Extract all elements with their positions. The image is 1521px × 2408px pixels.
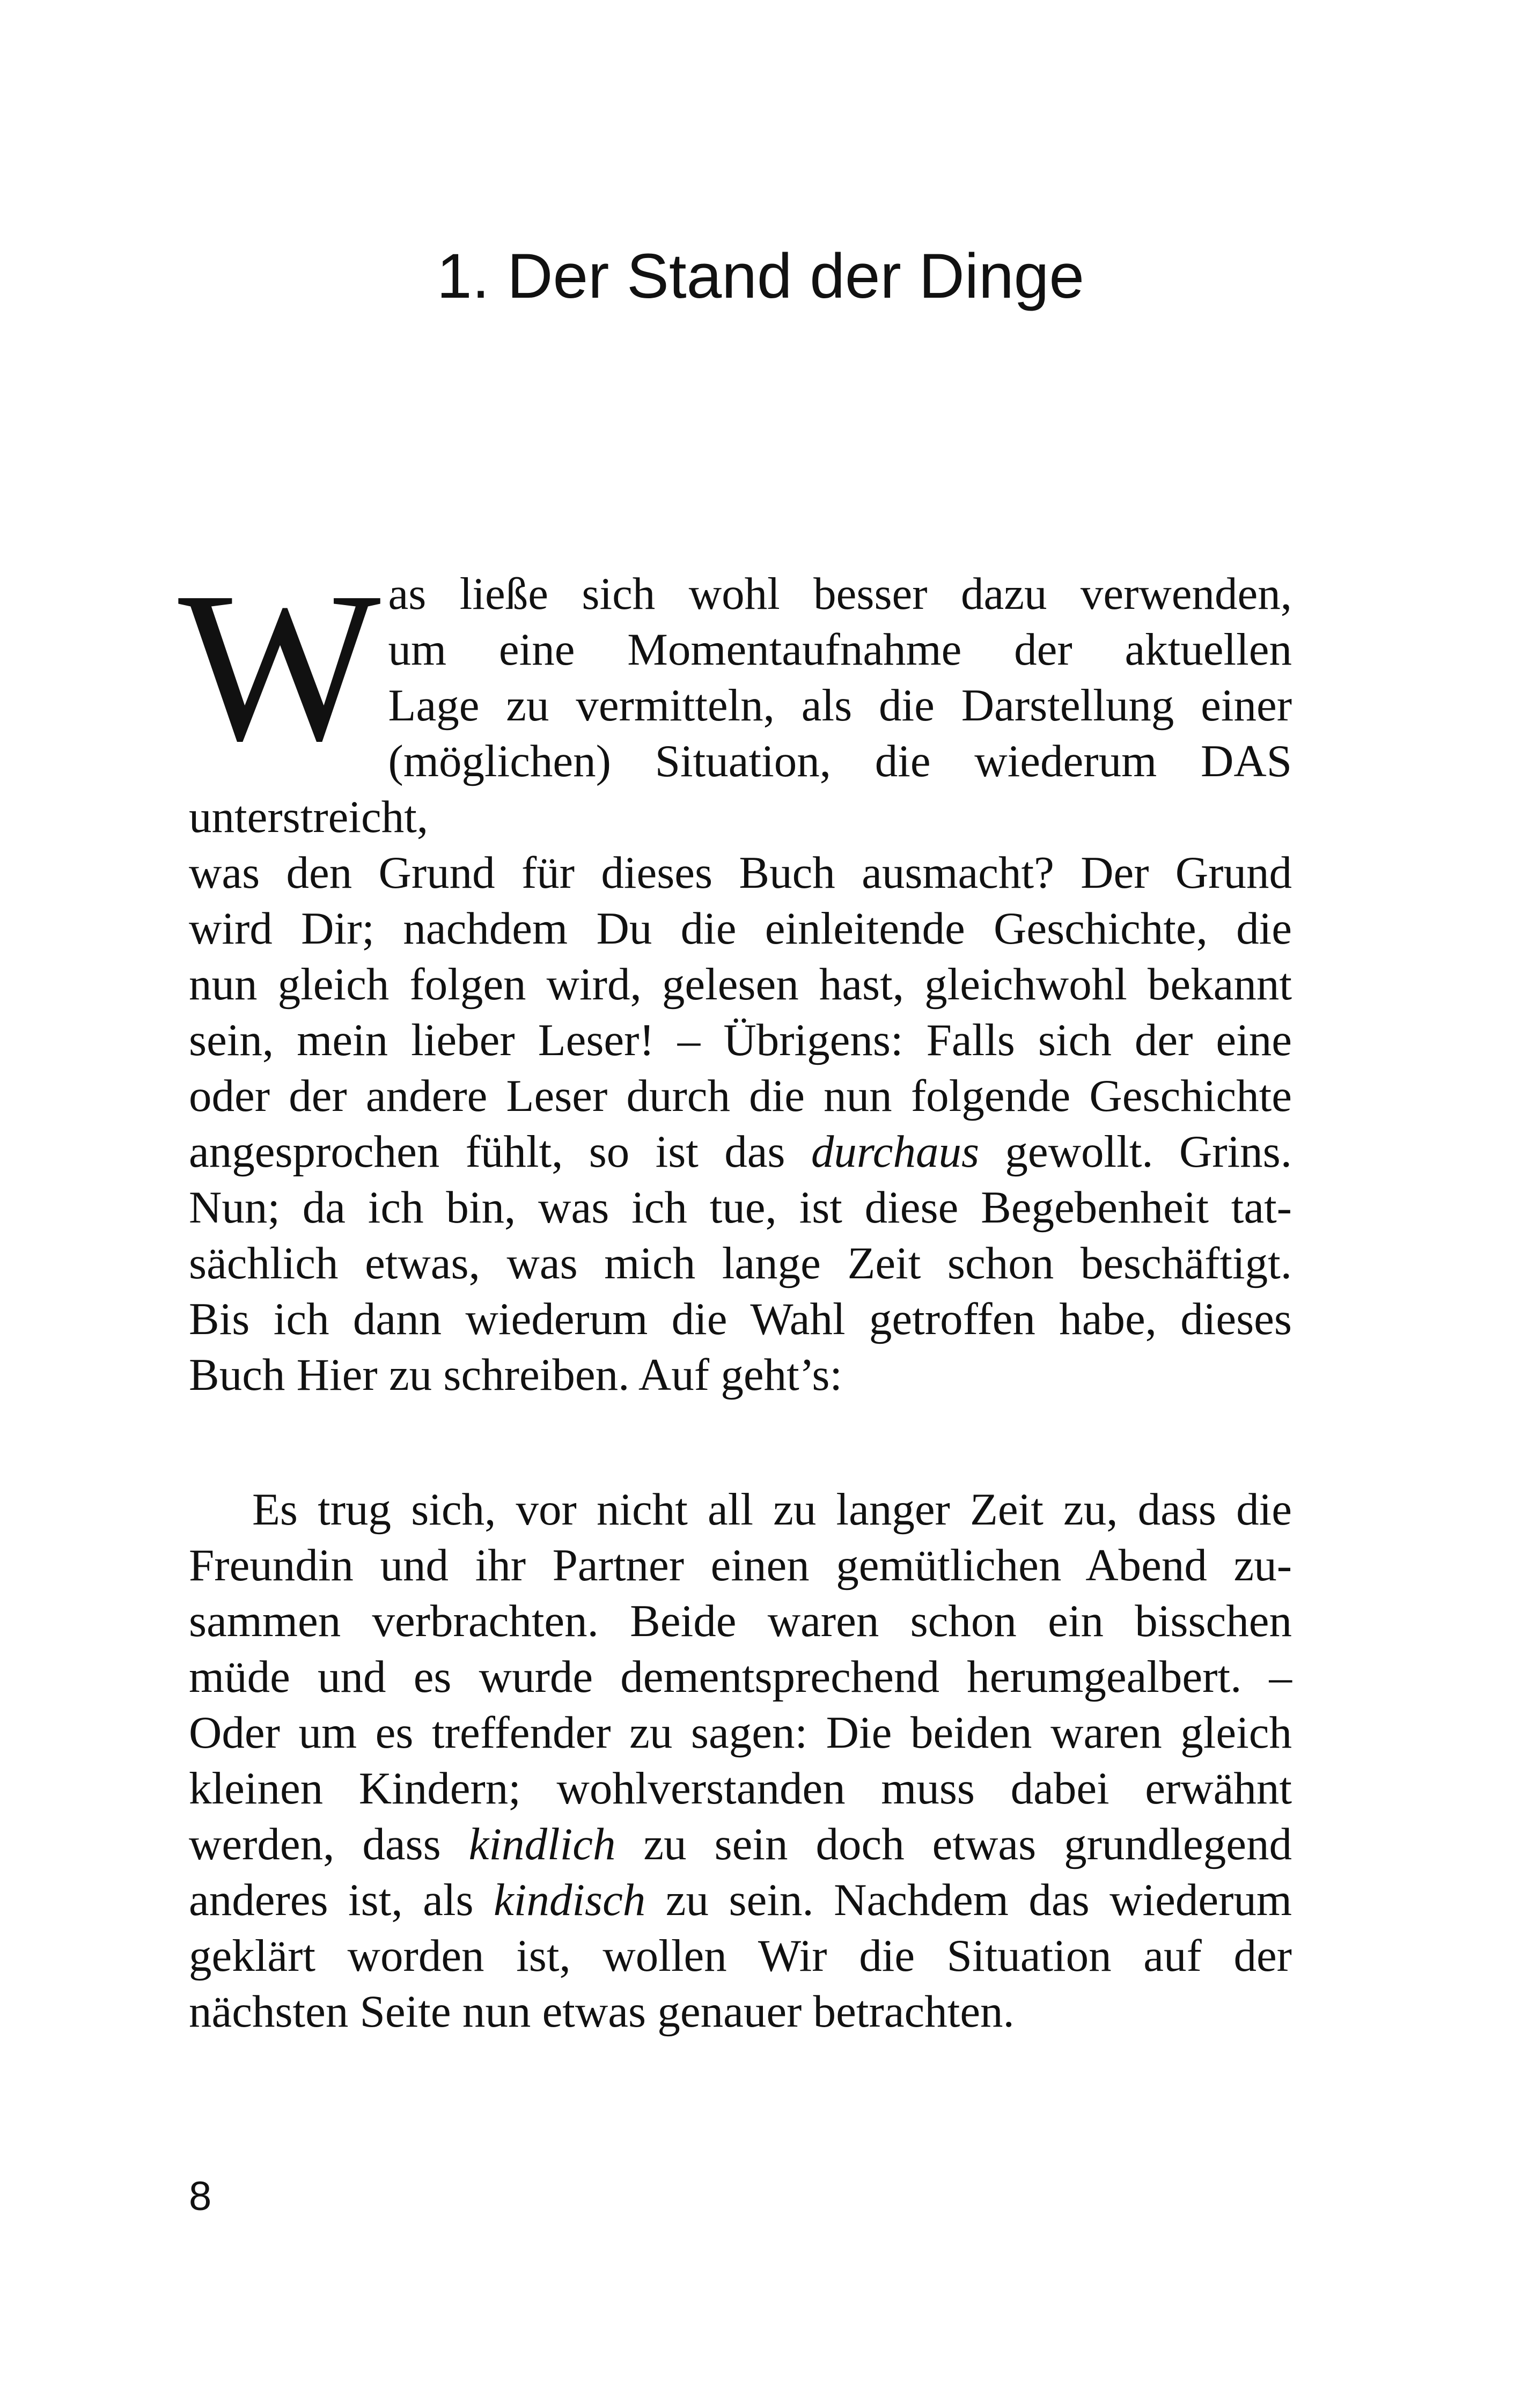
emphasis-text: durchaus bbox=[811, 1126, 980, 1177]
text-line: (möglichen) Situation, die wiederum DAS unterstreicht, bbox=[189, 736, 1292, 842]
text-line: sammen verbrachten. Beide waren schon ein bisschen bbox=[189, 1596, 1292, 1646]
text-segment: zu sein doch etwas grundlegend bbox=[615, 1819, 1292, 1869]
text-line: oder der andere Leser durch die nun folgende Geschichte bbox=[189, 1071, 1292, 1121]
text-line: as ließe sich wohl besser dazu verwenden, bbox=[388, 569, 1292, 619]
text-line: nächsten Seite nun etwas genauer betrachten. bbox=[189, 1986, 1015, 2037]
text-line: Freundin und ihr Partner einen gemütlichen Abend zu- bbox=[189, 1540, 1292, 1590]
text-segment: gewollt. Grins. bbox=[979, 1126, 1292, 1177]
text-line: kleinen Kindern; wohlverstanden muss dabei erwähnt bbox=[189, 1763, 1292, 1814]
text-line bbox=[189, 1124, 1292, 1180]
text-line: um eine Momentaufnahme der aktuellen bbox=[388, 624, 1292, 675]
text-segment: zu sein. Nachdem das wiederum bbox=[645, 1875, 1292, 1925]
emphasis-text: kindisch bbox=[494, 1875, 646, 1925]
text-line: sein, mein lieber Leser! – Übrigens: Falls sich der eine bbox=[189, 1015, 1292, 1065]
page-number: 8 bbox=[189, 2174, 212, 2219]
text-line bbox=[189, 1872, 1292, 1928]
text-line: Es trug sich, vor nicht all zu langer Zeit zu, dass die bbox=[252, 1484, 1292, 1535]
text-line: Buch Hier zu schreiben. Auf geht’s: bbox=[189, 1350, 843, 1400]
text-line: müde und es wurde dementsprechend herumgealbert. – bbox=[189, 1652, 1292, 1702]
emphasis-text: kindlich bbox=[468, 1819, 616, 1869]
text-line: was den Grund für dieses Buch ausmacht? Der Grund bbox=[189, 848, 1292, 898]
text-line: Bis ich dann wiederum die Wahl getroffen habe, dieses bbox=[189, 1294, 1292, 1344]
text-line: wird Dir; nachdem Du die einleitende Geschichte, die bbox=[189, 903, 1292, 954]
text-line: nun gleich folgen wird, gelesen hast, gleichwohl bekannt bbox=[189, 959, 1292, 1010]
chapter-title: 1. Der Stand der Dinge bbox=[437, 241, 1084, 312]
text-line: Lage zu vermitteln, als die Darstellung einer bbox=[388, 680, 1292, 731]
text-segment: werden, dass bbox=[189, 1819, 469, 1869]
text-line: Nun; da ich bin, was ich tue, ist diese Begebenheit tat- bbox=[189, 1182, 1292, 1233]
text-line: sächlich etwas, was mich lange Zeit schon beschäftigt. bbox=[189, 1238, 1292, 1288]
text-line: Oder um es treffender zu sagen: Die beiden waren gleich bbox=[189, 1707, 1292, 1758]
text-segment: anderes ist, als bbox=[189, 1875, 494, 1925]
story-paragraph bbox=[189, 1482, 1292, 2039]
dropcap-letter: W bbox=[178, 548, 381, 785]
intro-paragraph bbox=[178, 548, 1292, 1403]
text-line bbox=[189, 1816, 1292, 1872]
text-segment: angesprochen fühlt, so ist das bbox=[189, 1126, 811, 1177]
text-line: geklärt worden ist, wollen Wir die Situation auf der bbox=[189, 1931, 1292, 1981]
